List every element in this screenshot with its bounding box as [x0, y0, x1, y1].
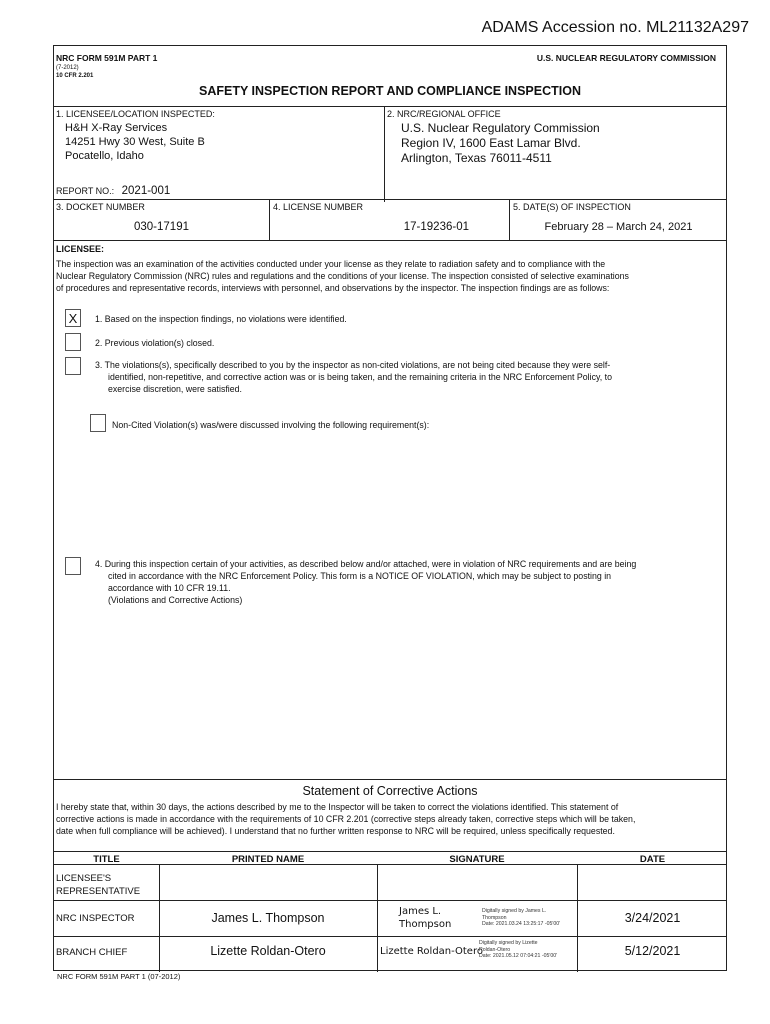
- report-value: 2021-001: [121, 185, 171, 197]
- corrective-text: [56, 801, 726, 837]
- inspection-form: [53, 45, 727, 971]
- divider: [54, 851, 726, 852]
- chief-digital-stamp: [479, 940, 557, 960]
- finding-4-text: [95, 558, 636, 606]
- inspector-printed-name: James L. Thompson: [211, 911, 325, 925]
- divider: [54, 936, 726, 937]
- finding-3-checkbox[interactable]: [65, 357, 81, 375]
- dates-label: 5. DATE(S) OF INSPECTION: [513, 202, 631, 212]
- report-label: REPORT NO.:: [56, 186, 115, 196]
- licensee-label: 1. LICENSEE/LOCATION INSPECTED:: [56, 109, 215, 119]
- divider: [54, 779, 726, 780]
- inspector-signature: [399, 905, 451, 931]
- form-number: NRC FORM 591M PART 1: [56, 53, 158, 63]
- sig-line: James L.: [399, 906, 442, 917]
- divider: [54, 900, 726, 901]
- agency-name: U.S. NUCLEAR REGULATORY COMMISSION: [536, 53, 716, 63]
- finding-3-text: [95, 359, 612, 395]
- chief-printed-name: Lizette Roldan-Otero: [210, 944, 326, 958]
- inspector-digital-stamp: [482, 908, 560, 928]
- finding-3-line: exercise discretion, were satisfied.: [108, 384, 242, 394]
- col-name-header: PRINTED NAME: [231, 854, 305, 865]
- license-label: 4. LICENSE NUMBER: [273, 202, 364, 212]
- licensee-line: 14251 Hwy 30 West, Suite B: [65, 136, 205, 148]
- report-number: [56, 181, 170, 199]
- ncv-checkbox[interactable]: [90, 414, 106, 432]
- intro-text: [56, 258, 724, 294]
- chief-date: 5/12/2021: [624, 944, 681, 958]
- row-inspector-title: NRC INSPECTOR: [56, 913, 135, 924]
- stamp-line: Date: 2021.05.12 07:04:21 -05'00': [479, 953, 558, 959]
- corrective-line: I hereby state that, within 30 days, the actions described by me to the Inspector will be taken to correct the violations identified. This statement of: [56, 802, 619, 812]
- finding-3-line: 3. The violations(s), specifically described to you by the inspector as non-cited violations, are not being cited because they were self-: [95, 360, 611, 370]
- col-signature-header: SIGNATURE: [449, 854, 505, 865]
- finding-4-line: (Violations and Corrective Actions): [108, 595, 243, 605]
- intro-line: of procedures and representative records, interviews with personnel, and observations by the inspector. The inspection findings are as follows:: [56, 283, 610, 293]
- docket-value: 030-17191: [134, 221, 189, 233]
- license-value: [269, 220, 509, 234]
- chief-signature: Lizette Roldan-Otero: [380, 946, 483, 957]
- col-title-header: TITLE: [93, 854, 120, 865]
- ncv-text: Non-Cited Violation(s) was/were discussed involving the following requirement(s):: [112, 420, 430, 430]
- licensee-line: Pocatello, Idaho: [65, 150, 144, 162]
- divider: [54, 106, 726, 107]
- finding-1-text: 1. Based on the inspection findings, no violations were identified.: [95, 314, 347, 324]
- intro-line: Nuclear Regulatory Commission (NRC) rules and regulations and the conditions of your license. The inspection consisted of selective examinations: [56, 271, 629, 281]
- form-footer: NRC FORM 591M PART 1 (07-2012): [57, 972, 181, 981]
- dates-value: February 28 – March 24, 2021: [544, 221, 693, 233]
- divider: [377, 864, 378, 972]
- accession-number: ADAMS Accession no. ML21132A297: [481, 19, 749, 36]
- divider: [54, 240, 726, 241]
- regional-office-label: 2. NRC/REGIONAL OFFICE: [387, 109, 501, 119]
- finding-3-line: identified, non-repetitive, and corrective action was or is being taken, and the remaining criteria in the NRC Enforcement Policy, to: [108, 372, 612, 382]
- intro-line: The inspection was an examination of the activities conducted under your license as they relate to radiation safety and to compliance with the: [56, 259, 606, 269]
- form-date: (7-2012): [56, 65, 79, 71]
- licensee-address: [65, 121, 205, 163]
- col-date-header: DATE: [639, 854, 666, 865]
- license-number: 17-19236-01: [403, 221, 469, 233]
- licensee-line: H&H X-Ray Services: [65, 122, 168, 134]
- finding-4-checkbox[interactable]: [65, 557, 81, 575]
- inspector-date: 3/24/2021: [624, 911, 681, 925]
- finding-2-checkbox[interactable]: [65, 333, 81, 351]
- sig-line: Thompson: [399, 919, 452, 930]
- title-line: REPRESENTATIVE: [56, 886, 141, 897]
- divider: [384, 106, 385, 202]
- docket-label: 3. DOCKET NUMBER: [56, 202, 145, 212]
- row-licensee-title: [56, 872, 140, 898]
- corrective-line: date when full compliance will be achieved). I understand that no further written response to NRC will be required, unless specifically requested.: [56, 826, 615, 836]
- row-chief-title: BRANCH CHIEF: [56, 947, 128, 958]
- stamp-line: Digitally signed by Lizette: [479, 940, 538, 946]
- form-cfr: 10 CFR 2.201: [56, 73, 94, 79]
- finding-4-line: 4. During this inspection certain of your activities, as described below and/or attached, were in violation of NRC requirements and are being: [95, 559, 637, 569]
- finding-4-line: cited in accordance with the NRC Enforcement Policy. This form is a NOTICE OF VIOLATION, which may be subject to posting in: [108, 571, 612, 581]
- form-title: SAFETY INSPECTION REPORT AND COMPLIANCE INSPECTION: [199, 84, 581, 98]
- stamp-line: Digitally signed by James L.: [482, 908, 547, 914]
- divider: [54, 199, 726, 200]
- corrective-line: corrective actions is made in accordance with the requirements of 10 CFR 2.201 (corrective steps already taken, corrective steps which will be taken,: [56, 814, 636, 824]
- corrective-title: Statement of Corrective Actions: [302, 784, 478, 798]
- stamp-line: Date: 2021.03.24 13:25:17 -05'00': [482, 921, 561, 927]
- office-line: Arlington, Texas 76011-4511: [401, 151, 552, 165]
- stamp-line: Thompson: [482, 914, 507, 921]
- office-line: U.S. Nuclear Regulatory Commission: [401, 121, 600, 135]
- intro-heading: LICENSEE:: [56, 244, 105, 254]
- finding-4-line: accordance with 10 CFR 19.11.: [108, 583, 231, 593]
- stamp-line: Roldan-Otero: [479, 946, 511, 953]
- finding-2-text: 2. Previous violation(s) closed.: [95, 338, 215, 348]
- finding-1-checkbox[interactable]: X: [65, 309, 81, 327]
- office-line: Region IV, 1600 East Lamar Blvd.: [401, 136, 581, 150]
- regional-office-address: [401, 121, 600, 166]
- title-line: LICENSEE'S: [56, 873, 112, 884]
